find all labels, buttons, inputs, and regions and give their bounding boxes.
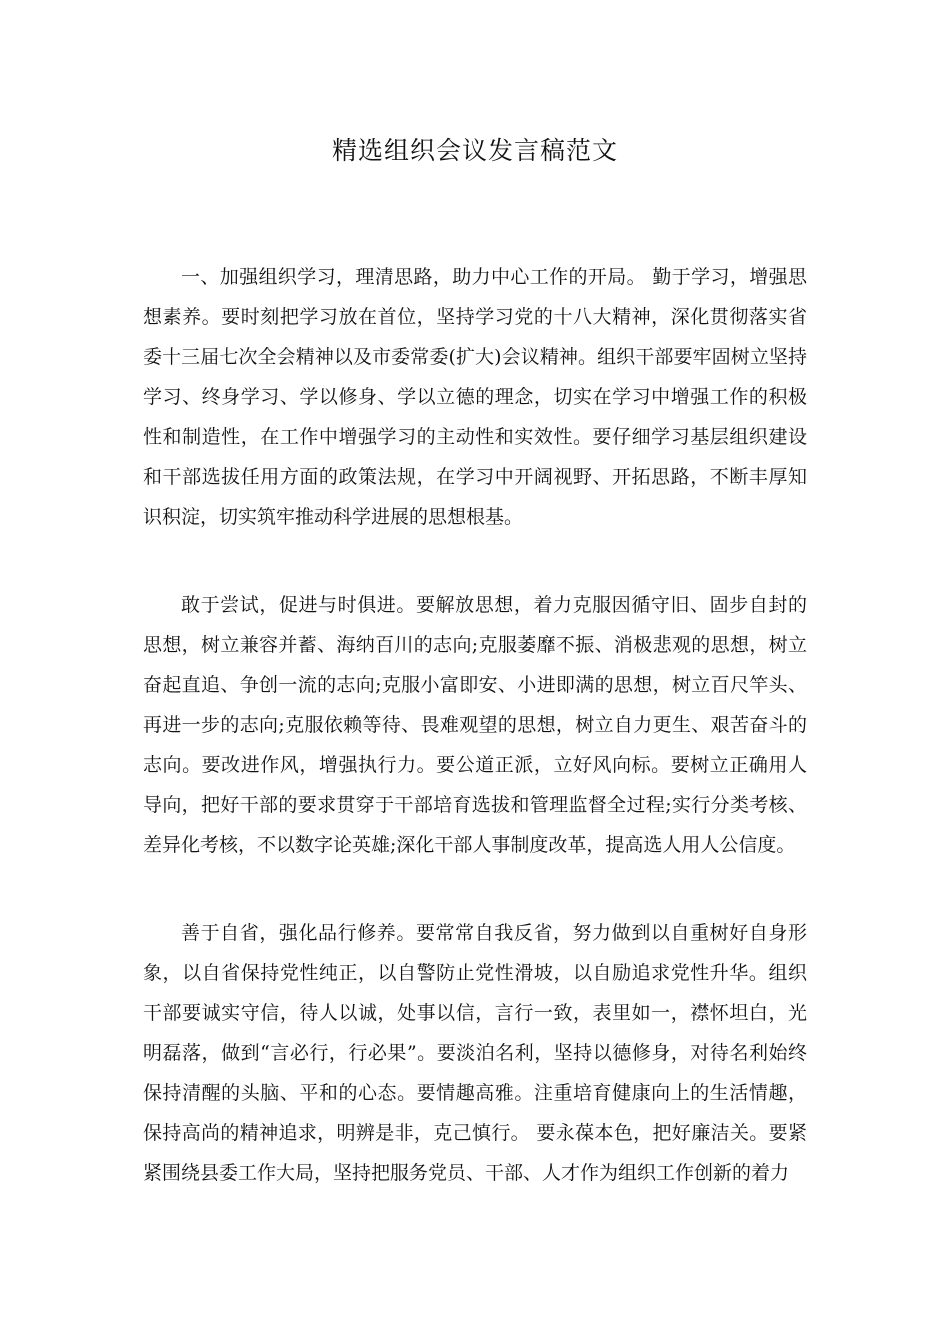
- paragraph-2: 敢于尝试，促进与时俱进。要解放思想，着力克服因循守旧、固步自封的思想，树立兼容并蓄、海纳百川的志向;克服萎靡不振、消极悲观的思想，树立奋起直追、争创一流的志向;克服小富即安、小进即满的思想，树立百尺竿头、再进一步的志向;克服依赖等待、畏难观望的思想，树立自力更生、艰苦奋斗的志向。要改进作风，增强执行力。要公道正派，立好风向标。要树立正确用人导向，把好干部的要求贯穿于干部培育选拔和管理监督全过程;实行分类考核、差异化考核，不以数字论英雄;深化干部人事制度改革，提高选人用人公信度。: [143, 594, 807, 856]
- paragraph-1: 一、加强组织学习，理清思路，助力中心工作的开局。 勤于学习，增强思想素养。要时刻把学习放在首位，坚持学习党的十八大精神，深化贯彻落实省委十三届七次全会精神以及市委常委(扩大)会议精神。组织干部要牢固树立坚持学习、终身学习、学以修身、学以立德的理念，切实在学习中增强工作的积极性和制造性，在工作中增强学习的主动性和实效性。要仔细学习基层组织建设和干部选拔任用方面的政策法规，在学习中开阔视野、开拓思路，不断丰厚知识积淀，切实筑牢推动科学进展的思想根基。: [143, 266, 807, 528]
- document-body: [143, 257, 807, 1241]
- paragraph-3: 善于自省，强化品行修养。要常常自我反省，努力做到以自重树好自身形象，以自省保持党性纯正，以自警防止党性滑坡，以自励追求党性升华。组织干部要诚实守信，待人以诚，处事以信，言行一致，表里如一，襟怀坦白，光明磊落，做到“言必行，行必果”。要淡泊名利，坚持以德修身，对待名利始终保持清醒的头脑、平和的心态。要情趣高雅。注重培育健康向上的生活情趣，保持高尚的精神追求，明辨是非，克己慎行。 要永葆本色，把好廉洁关。要紧紧围绕县委工作大局，坚持把服务党员、干部、人才作为组织工作创新的着力: [143, 922, 807, 1184]
- document-title: 精选组织会议发言稿范文: [331, 136, 618, 165]
